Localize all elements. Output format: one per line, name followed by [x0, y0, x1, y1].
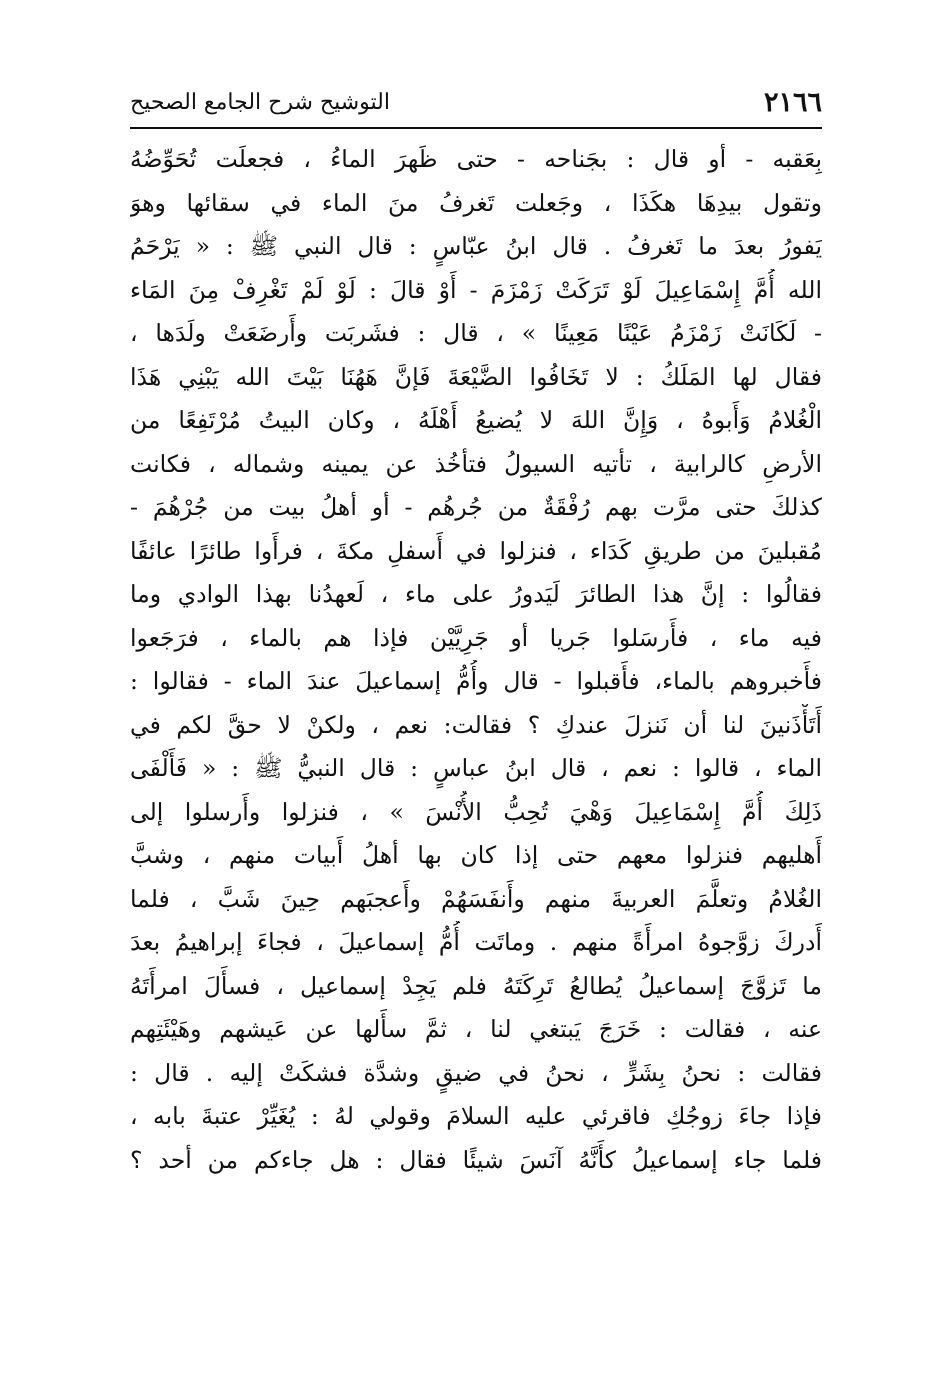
text-line: فيه ماء ، فأَرسَلوا جَريا أو جَرِيَّيْن فإذا هم بالماء ، فرَجَعوا [130, 623, 822, 652]
text-line: الله أُمَّ إِسْمَاعِيلَ لَوْ تَرَكَتْ زَمْزَمَ - أَوْ قالَ : لَوْ لَمْ تَغْرِفْ مِنَ المَاء [130, 275, 822, 304]
text-line: الغُلامُ وتعلَّمَ العربيةَ منهم وأَنفَسَهُمْ وأَعجبَهم حِينَ شَبَّ ، فلما [130, 884, 822, 913]
header-rule [130, 127, 822, 129]
text-line: فقالت : نحنُ بِشَرٍّ ، نحنُ في ضيقٍ وشدَّة فشكَتْ إليه . قال : [130, 1058, 822, 1087]
text-line: كذلكَ حتى مرَّت بهم رُفْقَةٌ من جُرهُم - أو أهلُ بيت من جُرْهُمَ - [130, 493, 822, 521]
text-line: عنه ، فقالت : خَرَجَ يَبتغي لنا ، ثمَّ سأَلها عن عَيشهم وهَيْئَتِهم [130, 1015, 822, 1043]
text-line: يَفورُ بعدَ ما تَغرفُ . قال ابنُ عبّاسٍ : قال النبي ﷺ : « يَرْحَمُ [130, 232, 822, 260]
text-line: فقالُوا : إنَّ هذا الطائرَ لَيَدورُ على ماء ، لَعهدُنا بهذا الوادي وما [130, 580, 822, 608]
text-line: الماء ، قالوا : نعم ، قال ابنُ عباسٍ : قال النبيُّ ﷺ : « فَأَلْفَى [130, 754, 822, 782]
text-line: فإذا جاءَ زوجُكِ فاقرئي عليه السلامَ وقولي لهُ : يُغَيِّرْ عتبةَ بابه ، [130, 1102, 822, 1130]
text-line: فلما جاء إسماعيلُ كأَنَّهُ آنَسَ شيئًا فقال : هل جاءكم من أحد ؟ [130, 1145, 822, 1174]
text-line: ذَلِكَ أُمَّ إِسْمَاعِيلَ وَهْيَ تُحِبُّ الأُنْسَ » ، فنزلوا وأَرسلوا إلى [130, 797, 822, 826]
running-title: التوشيح شرح الجامع الصحيح [130, 90, 390, 115]
text-line: أَدركَ زوَّجوهُ امرأَةً منهم . وماتَت أُمُّ إسماعيلَ ، فجاءَ إبراهيمُ بعدَ [130, 928, 822, 956]
text-line: وتقول بيدِهَا هكَذَا ، وجَعلت تَغرفُ منَ الماء في سقائها وهوَ [130, 188, 822, 217]
page-header [130, 82, 822, 124]
text-line: - لَكَانَتْ زَمْزَمُ عَيْنًا مَعِينًا » ، قال : فشَربَت وأَرضَعَتْ ولَدَها ، [130, 319, 822, 347]
text-line: فقال لها المَلَكُ : لا تَخَافُوا الضَّيْعَةَ فَإنَّ هَهُنَا بَيْتَ الله يَبْنِي هَذَا [130, 362, 822, 391]
text-line: فأَخبروهم بالماء، فأَقبلوا - قال وأُمُّ إسماعيلَ عندَ الماء - فقالوا : [130, 667, 822, 695]
body-text [130, 138, 822, 1182]
text-line: الْغُلامُ وَأَبوهُ ، وَإِنَّ اللهَ لا يُضيعُ أَهْلَهُ ، وكان البيتُ مُرْتَفِعًا من [130, 406, 822, 434]
text-line: بِعَقبه - أو قال : بجَناحه - حتى ظَهرَ الماءُ ، فجعلَت تُحَوِّضُهُ [130, 145, 822, 173]
text-line: مُقبلينَ من طريقِ كَدَاء ، فنزلوا في أَسفلِ مكةَ ، فرأَوا طائرًا عائفًا [130, 536, 822, 565]
page-number: ٢١٦٦ [763, 87, 822, 118]
text-line: الأرضِ كالرابية ، تأتيه السيولُ فتأخُذ عن يمينه وشماله ، فكانت [130, 449, 822, 478]
text-line: أَهليهم فنزلوا معهم حتى إذا كان بها أهلُ أَبيات منهم ، وشبَّ [130, 841, 822, 869]
text-line: ما تَزوَّجَ إسماعيلُ يُطالعُ تَرِكَتَهُ فلم يَجِدْ إسماعيل ، فسأَلَ امرأَتَهُ [130, 971, 822, 1000]
text-line: أَتَأْذَنينَ لنا أن نَنزلَ عندكِ ؟ فقالت: نعم ، ولكنْ لا حقَّ لكم في [130, 710, 822, 739]
